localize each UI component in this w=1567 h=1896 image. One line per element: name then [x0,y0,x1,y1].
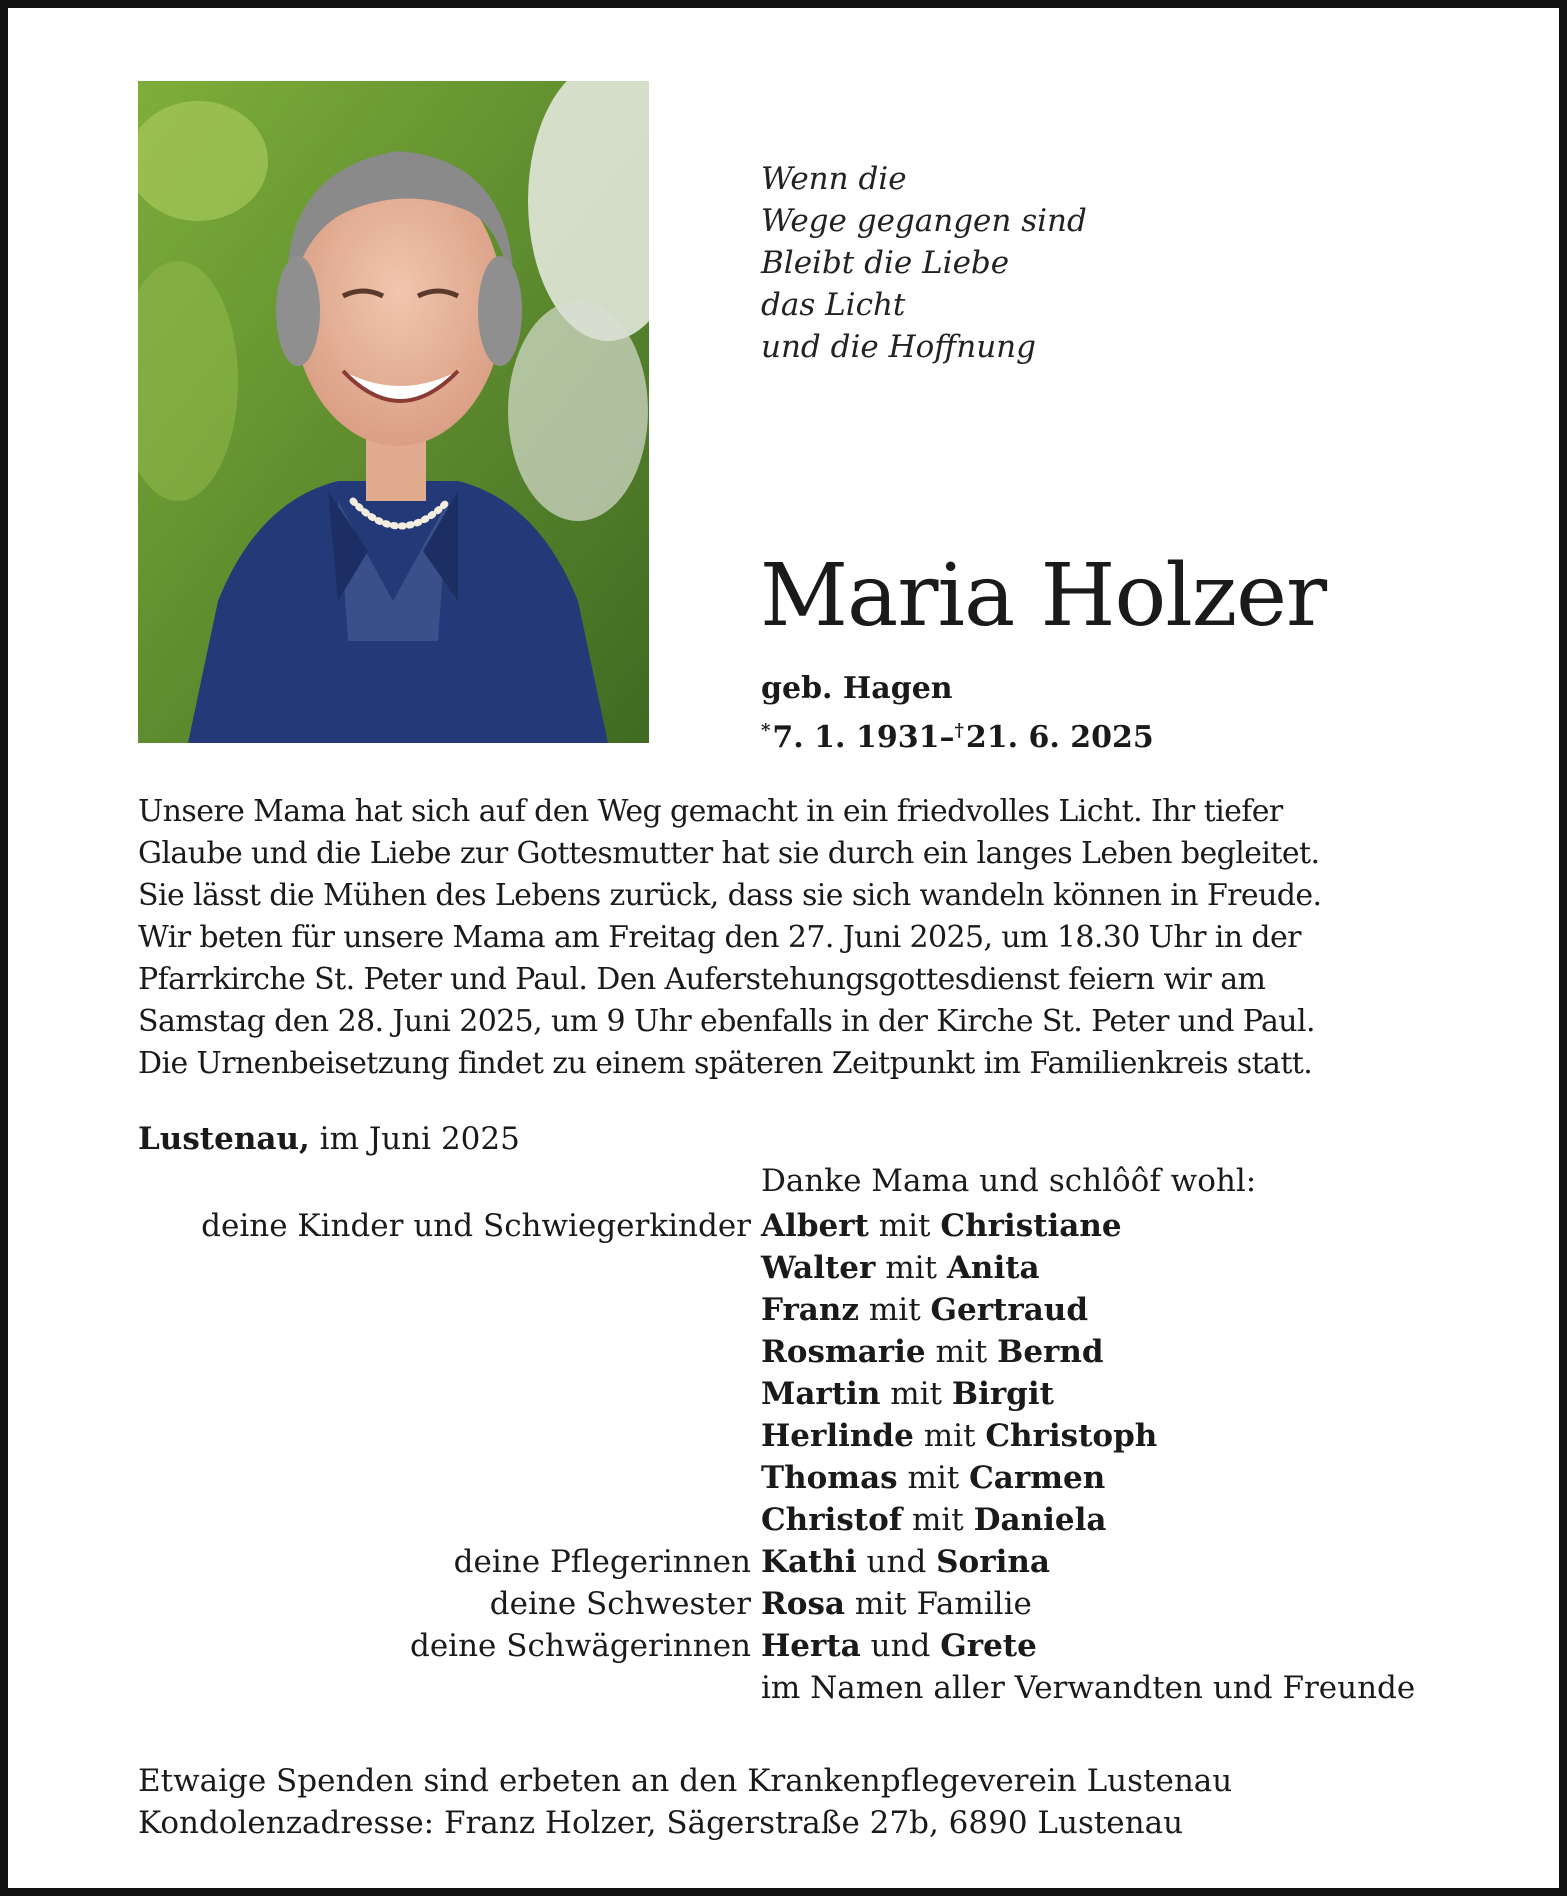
mourner-first: Franz [761,1292,860,1328]
mourner-first: Walter [761,1250,876,1286]
mourner-names [761,1331,1415,1373]
body-line: Die Urnenbeisetzung findet zu einem späteren Zeitpunkt im Familienkreis statt. [138,1046,1313,1081]
mourner-second: Carmen [969,1460,1106,1496]
mourner-second: Birgit [951,1376,1054,1412]
mourner-joiner: und [870,1628,931,1664]
body-line: Sie lässt die Mühen des Lebens zurück, dass sie sich wandeln können in Freude. [138,878,1322,913]
mourner-names [761,1583,1415,1625]
mourner-second: Bernd [997,1334,1104,1370]
mourner-row [138,1331,1415,1373]
mourner-first: Albert [761,1208,869,1244]
mourner-role: deine Kinder und Schwiegerkinder [201,1208,751,1244]
footer [138,1760,1232,1844]
mourner-names [761,1541,1415,1583]
born-date: 7. 1. 1931 [772,720,940,755]
mourner-row [138,1499,1415,1541]
poem-line: und die Hoffnung [761,329,1036,365]
poem [761,158,1087,368]
mourner-second: Grete [940,1628,1037,1664]
deceased-name: Maria Holzer [760,546,1327,646]
mourner-role: deine Schwester [489,1586,751,1622]
mourner-joiner: mit [878,1208,931,1244]
mourner-second: Christoph [985,1418,1158,1454]
mourner-joiner: mit Familie [854,1586,1032,1622]
mourner-first: Martin [761,1376,881,1412]
mourner-first: Herlinde [761,1418,914,1454]
birth-name: geb. Hagen [761,671,953,706]
date-separator: – [939,720,955,755]
mourner-second: Gertraud [930,1292,1089,1328]
body-line: Pfarrkirche St. Peter und Paul. Den Auferstehungsgottesdienst feiern wir am [138,962,1266,997]
mourner-role [138,1331,761,1373]
mourner-role: deine Pflegerinnen [453,1544,751,1580]
mourner-second: Anita [946,1250,1040,1286]
life-dates [761,712,1154,757]
place-date [138,1118,520,1160]
body-text [138,791,1448,1085]
mourner-row [138,1373,1415,1415]
mourner-first: Herta [761,1628,861,1664]
mourner-row [138,1415,1415,1457]
mourner-names [761,1499,1415,1541]
portrait-photo [138,81,649,743]
poem-line: das Licht [761,287,906,323]
mourner-row [138,1457,1415,1499]
mourner-role [138,1667,761,1709]
mourner-joiner: mit [923,1418,976,1454]
mourner-second: Sorina [936,1544,1050,1580]
mourner-first: Rosa [761,1586,845,1622]
mourner-names [761,1289,1415,1331]
body-line: Unsere Mama hat sich auf den Weg gemacht in ein friedvolles Licht. Ihr tiefer [138,794,1283,829]
body-line: Samstag den 28. Juni 2025, um 9 Uhr ebenfalls in der Kirche St. Peter und Paul. [138,1004,1315,1039]
mourner-names [761,1625,1415,1667]
mourner-role [138,1457,761,1499]
mourner-row [138,1583,1415,1625]
born-mark: * [761,720,771,741]
mourner-first: Rosmarie [761,1334,926,1370]
mourner-second: Daniela [973,1502,1107,1538]
mourner-names [761,1205,1415,1247]
mourner-joiner: mit [885,1250,937,1286]
mourner-role [138,1415,761,1457]
died-mark: † [954,720,964,741]
mourner-first: Christof [761,1502,903,1538]
mourner-role [138,1247,761,1289]
body-line: Glaube und die Liebe zur Gottesmutter hat sie durch ein langes Leben begleitet. [138,836,1320,871]
condolence-address: Kondolenzadresse: Franz Holzer, Sägerstraße 27b, 6890 Lustenau [138,1805,1184,1841]
body-line: Wir beten für unsere Mama am Freitag den 27. Juni 2025, um 18.30 Uhr in der [138,920,1301,955]
mourner-names [761,1373,1415,1415]
date: im Juni 2025 [319,1121,520,1157]
mourner-names [761,1415,1415,1457]
thanks-line: Danke Mama und schlôôf wohl: [761,1163,1257,1199]
mourner-role [138,1289,761,1331]
mourner-first: Thomas [761,1460,898,1496]
donation-note: Etwaige Spenden sind erbeten an den Krankenpflegeverein Lustenau [138,1763,1233,1799]
mourner-role [138,1499,761,1541]
mourner-joiner: und [866,1544,927,1580]
mourner-first: Kathi [761,1544,857,1580]
mourner-row [138,1541,1415,1583]
mourner-row [138,1205,1415,1247]
mourner-role [138,1373,761,1415]
mourners-closing: im Namen aller Verwandten und Freunde [761,1670,1416,1706]
mourner-second: Christiane [940,1208,1122,1244]
mourner-row [138,1247,1415,1289]
mourner-joiner: mit [935,1334,988,1370]
mourner-names [761,1457,1415,1499]
died-date: 21. 6. 2025 [965,720,1154,755]
poem-line: Wenn die [761,161,907,197]
mourner-row [138,1625,1415,1667]
mourner-names [761,1247,1415,1289]
mourner-joiner: mit [868,1292,921,1328]
mourner-joiner: mit [911,1502,964,1538]
mourner-joiner: mit [907,1460,960,1496]
mourner-row [138,1667,1415,1709]
mourner-role: deine Schwägerinnen [409,1628,751,1664]
poem-line: Wege gegangen sind [761,203,1087,239]
mourner-row [138,1289,1415,1331]
poem-line: Bleibt die Liebe [761,245,1010,281]
mourners-list [138,1205,1415,1709]
mourner-joiner: mit [890,1376,943,1412]
place: Lustenau, [138,1121,310,1157]
